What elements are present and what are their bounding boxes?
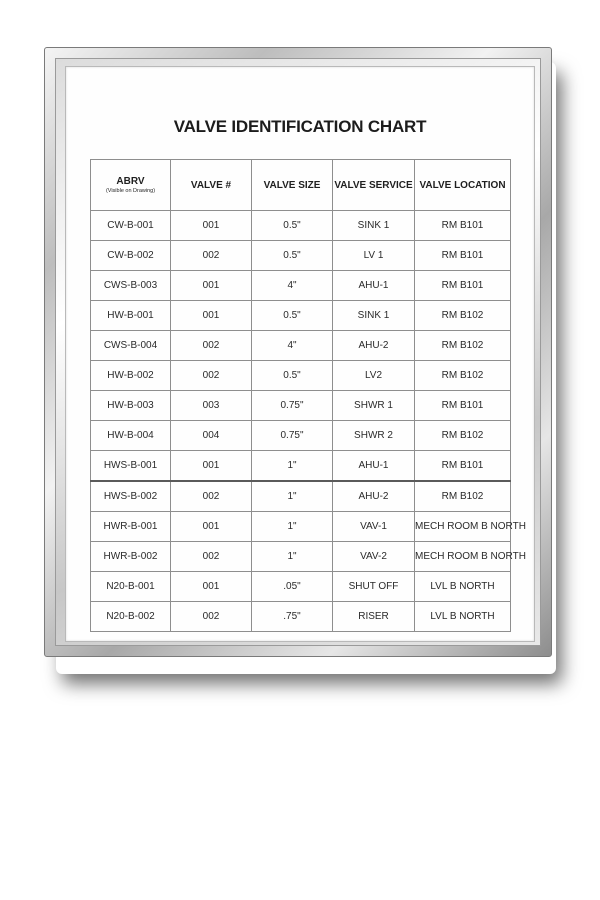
cell-valve-location: RM B102 [415,301,511,331]
cell-valve-service: LV 1 [333,241,415,271]
cell-abrv: HW-B-003 [91,391,171,421]
cell-valve-location: MECH ROOM B NORTH [415,542,511,572]
cell-valve-service: AHU-2 [333,331,415,361]
header-abrv-label: ABRV [116,176,145,187]
cell-abrv: HWS-B-001 [91,451,171,482]
cell-valve-size: 1" [252,451,333,482]
cell-valve-number: 001 [171,271,252,301]
cell-valve-location: RM B101 [415,241,511,271]
cell-valve-size: 1" [252,512,333,542]
cell-valve-number: 001 [171,451,252,482]
valve-table [90,159,526,632]
cell-valve-size: 0.5" [252,211,333,241]
cell-abrv: N20-B-001 [91,572,171,602]
cell-valve-number: 002 [171,241,252,271]
cell-abrv: HW-B-001 [91,301,171,331]
table-row [91,211,511,241]
cell-valve-number: 002 [171,542,252,572]
cell-valve-size: 0.5" [252,361,333,391]
table-row [91,331,511,361]
cell-valve-location: RM B101 [415,271,511,301]
cell-valve-service: LV2 [333,361,415,391]
table-row [91,301,511,331]
cell-valve-number: 002 [171,331,252,361]
cell-valve-location: MECH ROOM B NORTH [415,512,511,542]
cell-abrv: CW-B-001 [91,211,171,241]
cell-abrv: CWS-B-003 [91,271,171,301]
cell-valve-location: RM B101 [415,391,511,421]
header-abrv [91,160,171,211]
header-valve-number: VALVE # [171,160,252,211]
cell-valve-number: 001 [171,572,252,602]
table-row [91,361,511,391]
cell-valve-number: 001 [171,512,252,542]
table-row [91,481,511,512]
cell-valve-service: RISER [333,602,415,632]
cell-valve-service: SHUT OFF [333,572,415,602]
cell-valve-service: SINK 1 [333,211,415,241]
table-row [91,602,511,632]
cell-abrv: HWR-B-001 [91,512,171,542]
cell-valve-service: AHU-2 [333,481,415,512]
cell-valve-location: LVL B NORTH [415,602,511,632]
cell-valve-service: VAV-1 [333,512,415,542]
cell-valve-location: RM B102 [415,481,511,512]
chart-sheet [65,66,535,642]
cell-valve-location: RM B101 [415,211,511,241]
header-valve-service: VALVE SERVICE [333,160,415,211]
header-valve-location: VALVE LOCATION [415,160,511,211]
table-row [91,451,511,482]
cell-valve-location: RM B102 [415,421,511,451]
cell-valve-size: .05" [252,572,333,602]
cell-valve-service: SHWR 1 [333,391,415,421]
table-header-row [91,160,511,211]
table-row [91,271,511,301]
cell-valve-size: 0.75" [252,421,333,451]
cell-valve-number: 002 [171,481,252,512]
table-row [91,421,511,451]
table-row [91,572,511,602]
table-row [91,241,511,271]
cell-valve-service: VAV-2 [333,542,415,572]
chart-title: VALVE IDENTIFICATION CHART [173,117,427,136]
cell-valve-size: .75" [252,602,333,632]
cell-valve-service: AHU-1 [333,451,415,482]
cell-valve-size: 0.5" [252,301,333,331]
table-row [91,391,511,421]
table-row [91,542,511,572]
header-abrv-sublabel: (Visible on Drawing) [105,188,156,194]
cell-valve-location: RM B102 [415,361,511,391]
cell-abrv: HWS-B-002 [91,481,171,512]
cell-abrv: HWR-B-002 [91,542,171,572]
cell-abrv: CWS-B-004 [91,331,171,361]
cell-abrv: N20-B-002 [91,602,171,632]
cell-valve-location: RM B101 [415,451,511,482]
cell-valve-number: 004 [171,421,252,451]
cell-valve-number: 001 [171,301,252,331]
cell-valve-size: 1" [252,481,333,512]
cell-valve-size: 0.5" [252,241,333,271]
cell-valve-size: 1" [252,542,333,572]
cell-valve-size: 4" [252,331,333,361]
cell-valve-number: 002 [171,361,252,391]
cell-valve-service: SINK 1 [333,301,415,331]
cell-abrv: HW-B-002 [91,361,171,391]
cell-valve-number: 002 [171,602,252,632]
table-row [91,512,511,542]
cell-valve-size: 4" [252,271,333,301]
header-valve-size: VALVE SIZE [252,160,333,211]
cell-valve-service: AHU-1 [333,271,415,301]
cell-abrv: CW-B-002 [91,241,171,271]
cell-valve-location: RM B102 [415,331,511,361]
cell-abrv: HW-B-004 [91,421,171,451]
cell-valve-location: LVL B NORTH [415,572,511,602]
cell-valve-number: 003 [171,391,252,421]
table-body [91,211,526,632]
cell-valve-number: 001 [171,211,252,241]
cell-valve-service: SHWR 2 [333,421,415,451]
sign-frame [44,47,552,657]
cell-valve-size: 0.75" [252,391,333,421]
